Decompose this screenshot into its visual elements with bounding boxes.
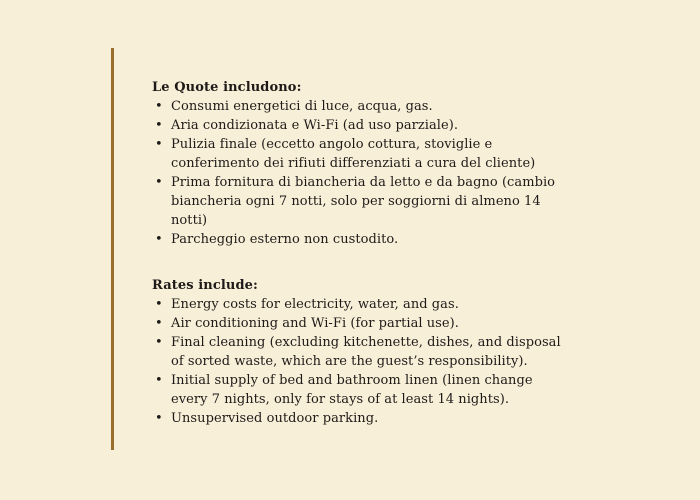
english-list <box>152 295 572 428</box>
list-item <box>152 135 572 173</box>
italian-section <box>152 78 572 249</box>
italian-list <box>152 97 572 249</box>
list-item <box>152 295 572 314</box>
list-item-text: Initial supply of bed and bathroom linen (linen change every 7 nights, only for stays of at least 14 nights). <box>171 373 533 407</box>
rates-content <box>152 78 572 428</box>
english-section <box>152 276 572 428</box>
list-item <box>152 333 572 371</box>
bullet-icon: • <box>155 373 163 388</box>
bullet-icon: • <box>155 335 163 350</box>
bullet-icon: • <box>155 175 163 190</box>
list-item-text: Energy costs for electricity, water, and gas. <box>171 297 459 312</box>
bullet-icon: • <box>155 137 163 152</box>
list-item-text: Final cleaning (excluding kitchenette, dishes, and disposal of sorted waste, which are the guest’s responsibility). <box>171 335 561 369</box>
list-item-text: Prima fornitura di biancheria da letto e da bagno (cambio biancheria ogni 7 notti, solo per soggiorni di almeno 14 notti) <box>171 175 556 228</box>
list-item <box>152 116 572 135</box>
list-item-text: Pulizia finale (eccetto angolo cottura, stoviglie e conferimento dei rifiuti differenziati a cura del cliente) <box>171 137 536 171</box>
bullet-icon: • <box>155 316 163 331</box>
english-section-title: Rates include: <box>152 278 258 293</box>
list-item-text: Aria condizionata e Wi-Fi (ad uso parziale). <box>171 118 459 133</box>
list-item <box>152 97 572 116</box>
list-item-text: Air conditioning and Wi-Fi (for partial use). <box>171 316 459 331</box>
bullet-icon: • <box>155 232 163 247</box>
list-item <box>152 314 572 333</box>
list-item-text: Unsupervised outdoor parking. <box>171 411 379 426</box>
bullet-icon: • <box>155 118 163 133</box>
list-item <box>152 409 572 428</box>
bullet-icon: • <box>155 99 163 114</box>
list-item <box>152 173 572 230</box>
bullet-icon: • <box>155 297 163 312</box>
list-item <box>152 230 572 249</box>
accent-bar <box>111 48 114 450</box>
list-item-text: Consumi energetici di luce, acqua, gas. <box>171 99 433 114</box>
section-spacer <box>152 249 572 276</box>
bullet-icon: • <box>155 411 163 426</box>
list-item <box>152 371 572 409</box>
list-item-text: Parcheggio esterno non custodito. <box>171 232 399 247</box>
italian-section-title: Le Quote includono: <box>152 80 302 95</box>
